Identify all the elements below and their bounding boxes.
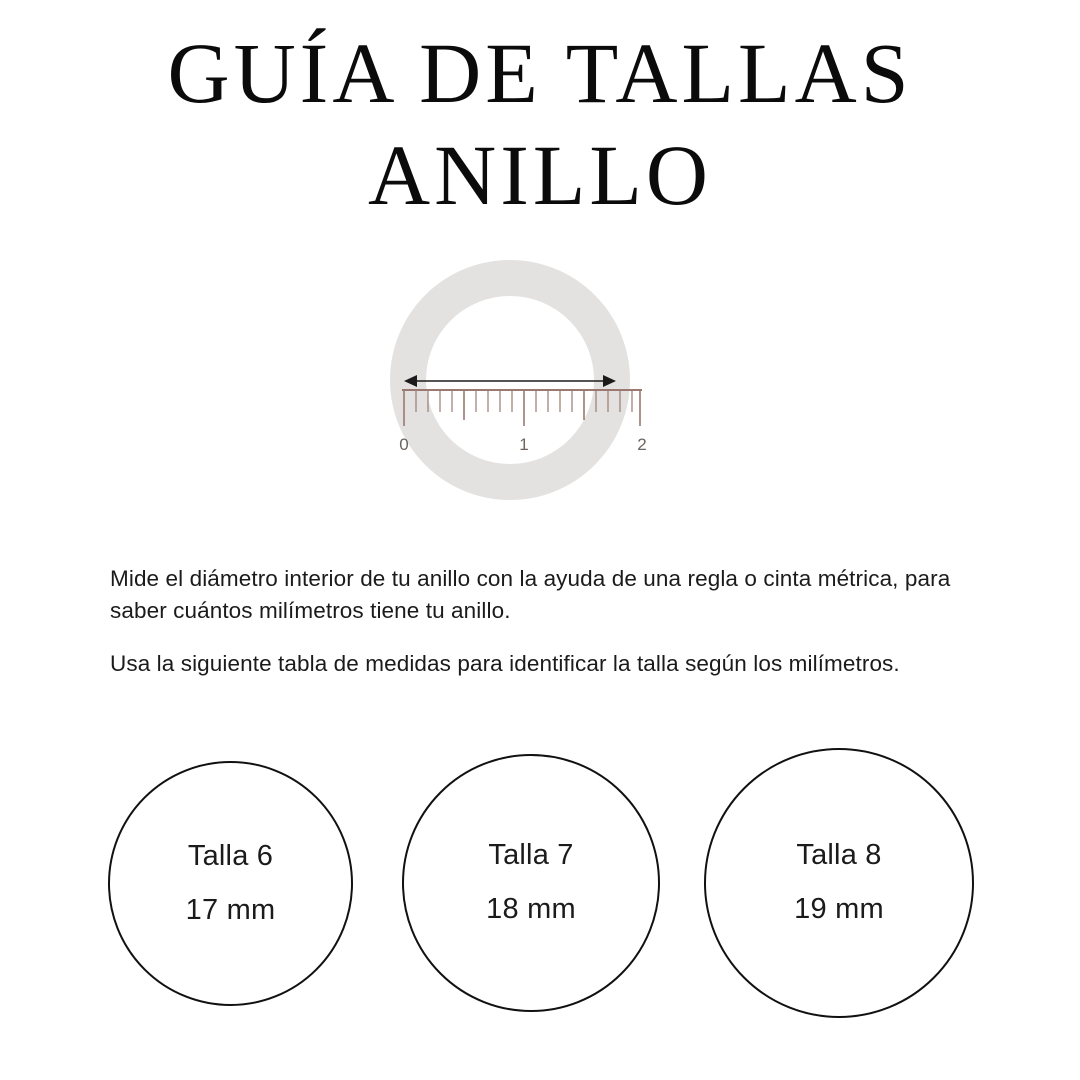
page-title-line-1: GUÍA DE TALLAS [167,25,913,121]
size-chart [0,748,1080,1058]
diagram-area [0,250,1080,520]
instruction-paragraph-2: Usa la siguiente tabla de medidas para identificar la talla según los milímetros. [110,650,900,676]
ring-with-ruler-illustration [370,250,710,510]
ruler-tick-label-0: 0 [399,435,409,454]
size-label: Talla 8 [796,839,882,872]
size-measure: 17 mm [185,893,276,926]
page-title-line-2: ANILLO [367,127,713,223]
size-label: Talla 7 [488,839,574,872]
size-measure: 19 mm [794,893,884,925]
size-circle-talla-6 [108,761,353,1006]
instruction-paragraph-1: Mide el diámetro interior de tu anillo con la ayuda de una regla o cinta métrica, para saber cuántos milímetros tiene tu anillo. [110,565,951,624]
ruler-tick-label-1: 1 [519,435,529,454]
ruler-tick-label-2: 2 [637,435,647,454]
size-circle-talla-8 [704,748,974,1018]
diameter-arrow-icon [404,375,616,387]
page-title [0,25,1080,223]
ring-circle-icon [408,278,612,482]
size-label: Talla 6 [187,839,274,872]
size-measure: 18 mm [486,893,576,925]
size-circle-talla-7 [402,754,660,1012]
